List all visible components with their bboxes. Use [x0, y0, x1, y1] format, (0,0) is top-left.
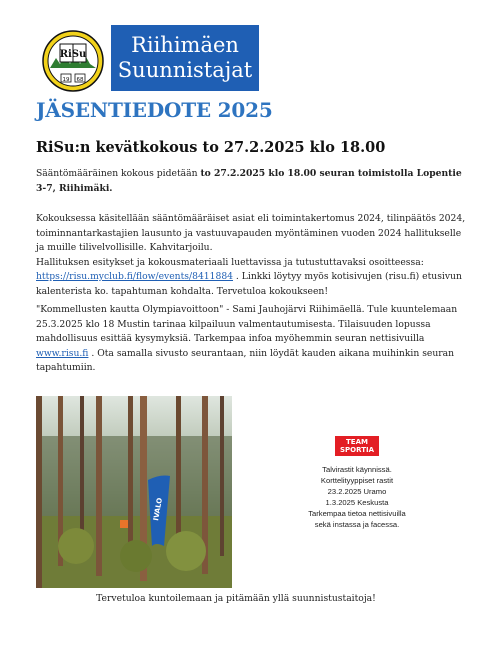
- info-line: 1.3.2025 Keskusta: [325, 498, 389, 507]
- materials-link[interactable]: https://risu.myclub.fi/flow/events/8411884: [36, 271, 234, 282]
- info-line: Korttelityyppiset rastit: [320, 476, 394, 485]
- lecture-text-after: . Ota samalla sivusto seurantaan, niin löydät kauden aikana muihinkin seuran tapahtumiin.: [36, 347, 455, 373]
- lecture-announcement: [36, 303, 466, 376]
- forest-orienteering-photo: [36, 396, 232, 588]
- risu-website-link[interactable]: www.risu.fi: [36, 347, 89, 359]
- info-line: sekä instassa ja facessa.: [314, 520, 400, 529]
- materials-before: Hallituksen esitykset ja kokousmateriaali luettavissa ja tutustuttavaksi osoitteessa:: [36, 256, 424, 268]
- bulletin-title: JÄSENTIEDOTE 2025: [36, 98, 273, 122]
- info-line: Talvirastit käynnissä.: [322, 465, 392, 474]
- club-name-line2: Suunnistajat: [117, 58, 253, 82]
- club-name-banner: [111, 25, 259, 91]
- sponsor-line1: TEAM: [346, 438, 368, 446]
- meeting-agenda: Kokouksessa käsitellään sääntömääräiset asiat eli toimintakertomus 2024, tilinpäätös 2024, toiminnantarkastajien lausunto ja vastuuvapauden myöntäminen vuoden 2024 hallitukselle ja muille tilivelvollisille. Kahvitarjoilu.: [36, 213, 466, 253]
- lecture-text-before: "Kommellusten kautta Olympiavoittoon" - Sami Jauhojärvi Riihimäellä. Tule kuuntelemaan 25.3.2025 klo 18 Mustin tarinaa kilpailuun valmentautumisesta. Tilaisuuden lopussa mahdollisuus esittää kysymyksiä. Tarkempaa infoa myöhemmin seuran nettisivuilla: [36, 304, 458, 344]
- club-name-line1: Riihimäen: [131, 33, 239, 57]
- logo-year-right: 68: [76, 77, 84, 83]
- meeting-intro-plain: Sääntömääräinen kokous pidetään: [36, 168, 201, 179]
- meeting-materials: [36, 256, 466, 300]
- meeting-details: [36, 212, 466, 299]
- flag-text: IVALO: [152, 497, 164, 522]
- logo-year-left: 19: [62, 77, 70, 83]
- meeting-intro-bold: to 27.2.2025 klo 18.00 seuran toimistolla Lopentie 3-7, Riihimäki.: [36, 168, 462, 194]
- materials-after: . Linkki löytyy myös kotisivujen (risu.fi) etusivun kalenterista ko. tapahtuman kohdalta. Tervetuloa kokoukseen!: [36, 271, 462, 297]
- club-logo: [42, 30, 104, 92]
- meeting-title: RiSu:n kevätkokous to 27.2.2025 klo 18.00: [36, 139, 386, 156]
- info-line: Tarkempaa tietoa nettisivuilla: [308, 509, 406, 518]
- footer-text: Tervetuloa kuntoilemaan ja pitämään yllä suunnistustaitoja!: [96, 593, 376, 604]
- info-line: 23.2.2025 Uramo: [327, 487, 387, 496]
- meeting-intro: [36, 167, 466, 196]
- logo-text: RiSu: [59, 49, 87, 60]
- team-sportia-logo: [335, 436, 379, 456]
- night-orienteering-info: [282, 464, 432, 530]
- sponsor-line2: SPORTIA: [340, 446, 374, 454]
